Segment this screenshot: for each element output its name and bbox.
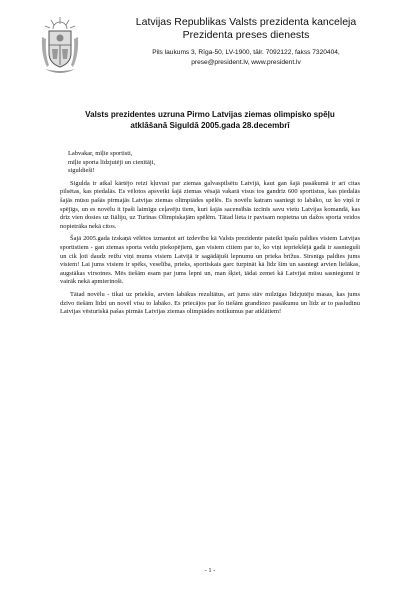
coat-of-arms-emblem bbox=[39, 15, 81, 77]
paragraph: Šajā 2005.gada izskaņā vēlētos izmantot arī izdevību kā Valsts prezidente pateikt īpašu paldies visiem Latvijas sportistiem - gan ziemas sporta veidu piekopējiem, gan visiem citiem par to, ko viņi iepriekšējā gadā ir sasnieguši un cik ļoti daudz reižu viņi mums visiem Latvijā ir sagādājuši lepnumu un prieka brīžus. Sirsnīgs paldies jums visiem! Lai jums visiem ir spēks, veselība, prieks, sportiskais garс turpināt kā līdz šim un sasniegt arvien lielākas, augstākas virsotnes. Mēs tiešām esam par jums lepni un, man šķiet, tādai zemei kā Latvijai mūsu sasniegumi ir vairāk nekā apmierinoši. bbox=[60, 235, 360, 286]
greeting bbox=[68, 150, 360, 176]
org-department: Prezidenta preses dienests bbox=[182, 29, 310, 41]
greeting-line-2: mīļie sporta līdzjutēji un cienītāji, bbox=[68, 158, 156, 166]
greeting-line-3: siguldieši! bbox=[68, 167, 95, 175]
speech-title-line-2: atklāšanā Siguldā 2005.gada 28.decembrī bbox=[130, 120, 290, 130]
contact-address-line: Pils laukums 3, Rīga-50, LV-1900, tālr. 7092122, fakss 7320404, bbox=[152, 49, 340, 56]
contact-web-line: prese@president.lv, www.president.lv bbox=[191, 59, 301, 66]
greeting-line-1: Labvakar, mīļie sportisti, bbox=[68, 150, 133, 157]
paragraph: Sigulda ir atkal kārtējo reizi kļuvusi par ziemas galvaspilsētu Latvijā, kaut gan šajā pasākumā ir arī citas pilsētas, kas piedalās. Es vēlotos apsveikt šajā ziemas vēsajā vakarā visus tos gandrīz 600 sportistus, kas piedalās šajās mūsu pašās pirmajās Latvijas ziemas olimpiādes spēlēs. Es novēlu katram sasniegt to labāko, uz ko viņš ir spējīgs, un es novēlu it īpaši laimīgu ceļavēju tiem, kuri šajās sacensībās izcīnīs savu vietu Latvijas komandā, kas drīz vien dosies uz Itāliju, uz Turīnas Olimpiskajām spēlēm. Tātad lieta ir pavisam nopietna un dažos sporta veidos nopietrāka nekā citos. bbox=[60, 179, 360, 230]
contact-address bbox=[96, 48, 396, 68]
org-name: Latvijas Republikas Valsts prezidenta kanceleja bbox=[135, 16, 357, 28]
speech-title bbox=[56, 110, 364, 131]
paragraph: Tātad novēlu - tikai uz priekšu, arvien labākus rezultātus, arī jums stāv milzīgas līdzjutēju masas, kas jums dzīvo tiešām līdzi un novēl visu to labāko. Es priecājos par šo tiešām grandiozo pasākumu un līdz ar to pasludinu Latvijas vēsturiskā pašas pirmās Latvijas ziemas olimpiādes notikumus par atklātiem! bbox=[60, 290, 360, 316]
speech-body bbox=[60, 150, 360, 317]
page-number: - 1 - bbox=[204, 567, 216, 574]
letterhead bbox=[96, 16, 396, 68]
speech-title-line-1: Valsts prezidentes uzruna Pirmo Latvijas ziemas olimpisko spēļu bbox=[85, 110, 335, 119]
